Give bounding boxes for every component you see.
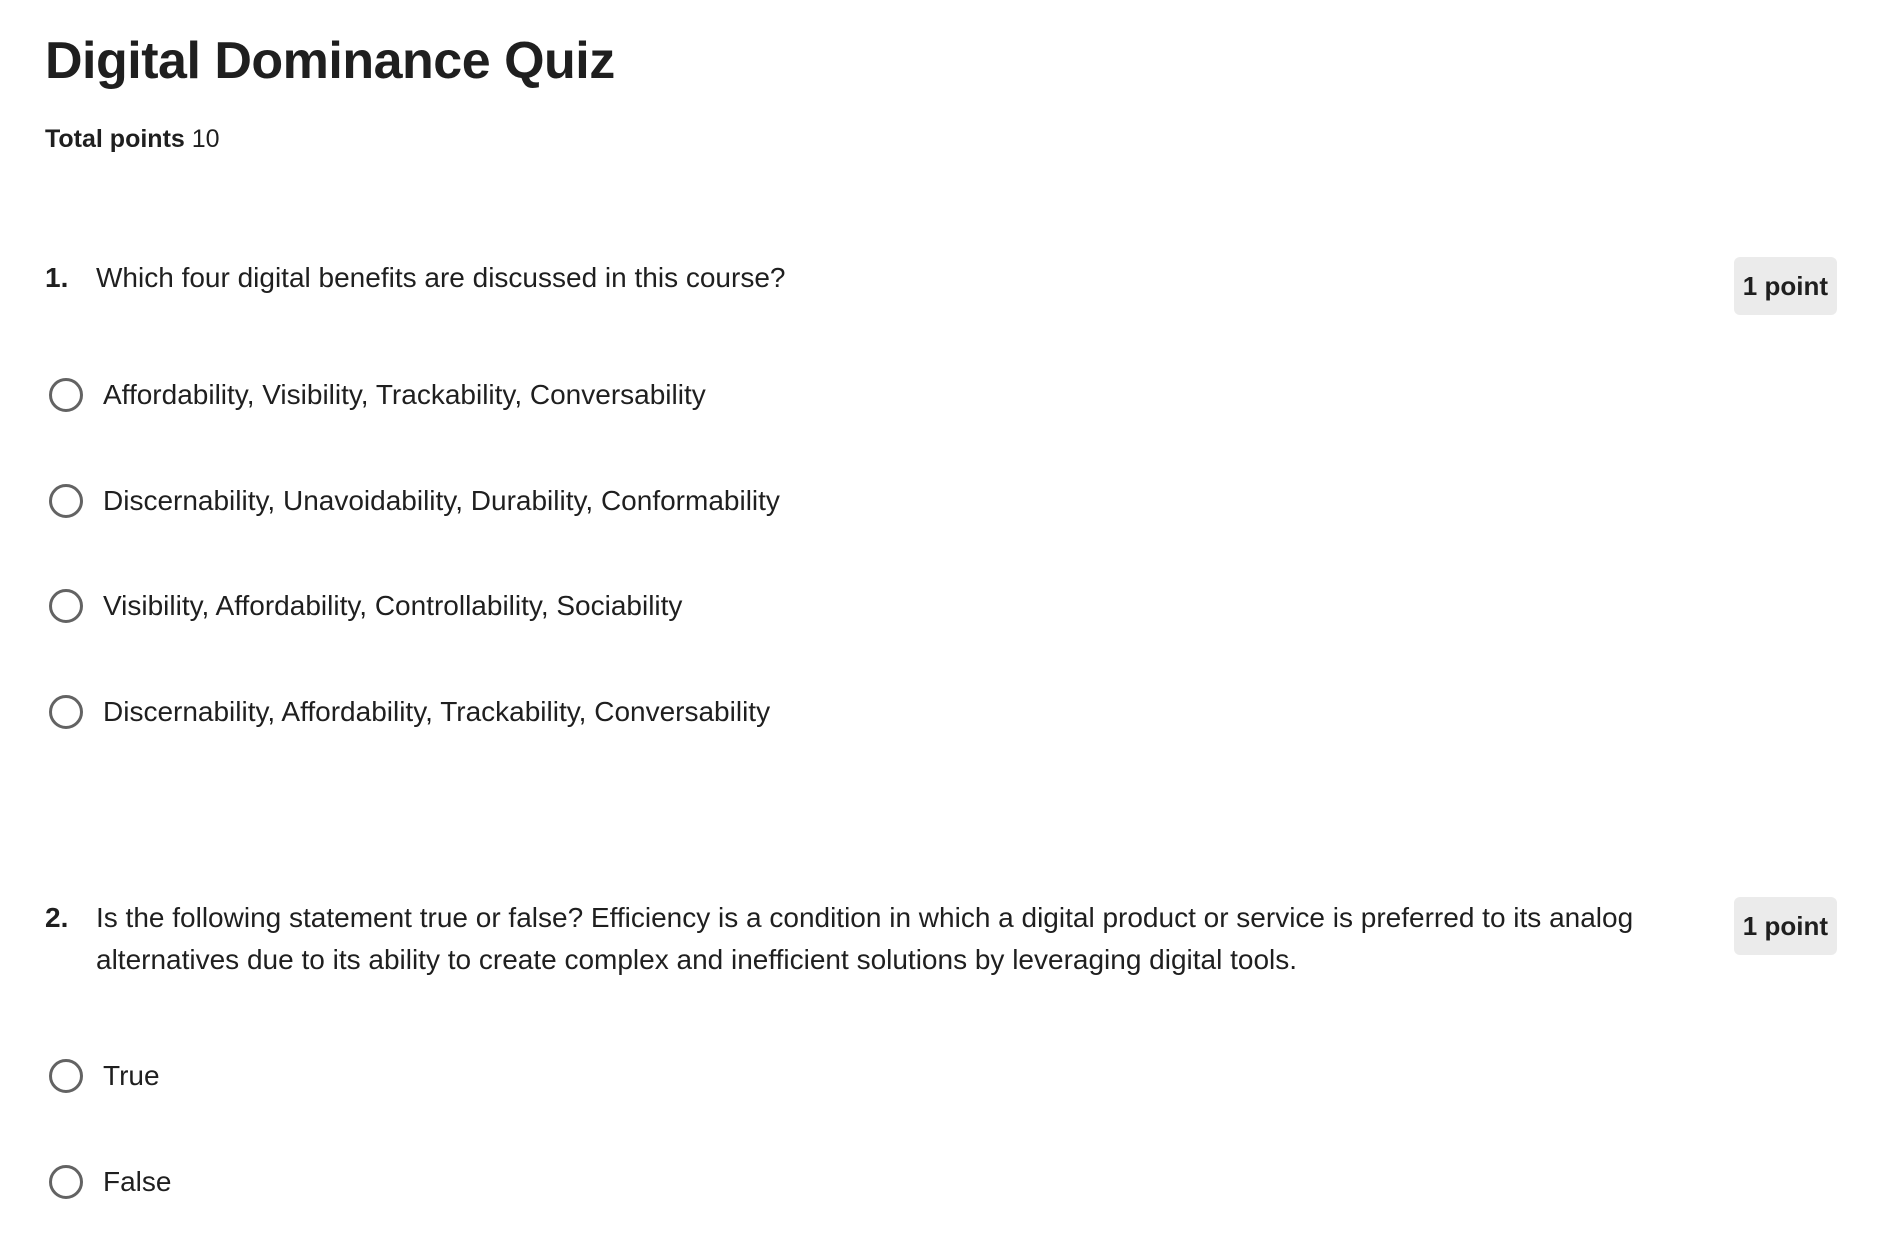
- answer-option[interactable]: [49, 1054, 160, 1098]
- radio-button-icon[interactable]: [49, 589, 83, 623]
- answer-option[interactable]: [49, 690, 770, 734]
- question-text: Which four digital benefits are discussed in this course?: [96, 262, 786, 293]
- radio-button-icon[interactable]: [49, 1059, 83, 1093]
- question-text: Is the following statement true or false? Efficiency is a condition in which a digital product or service is preferred to its analog alternatives due to its ability to create complex and inefficient solutions by leveraging digital tools.: [96, 902, 1634, 975]
- answer-option-label[interactable]: Visibility, Affordability, Controllability, Sociability: [103, 590, 683, 621]
- answer-option[interactable]: [49, 1160, 171, 1204]
- answer-option-label[interactable]: False: [103, 1166, 172, 1197]
- points-badge: 1 point: [1734, 897, 1837, 955]
- answer-option[interactable]: [49, 584, 682, 628]
- total-points-value: 10: [191, 125, 220, 153]
- answer-option[interactable]: [49, 373, 706, 417]
- question-number: 2.: [45, 902, 69, 933]
- points-badge: 1 point: [1734, 257, 1837, 315]
- answer-option-label[interactable]: Discernability, Unavoidability, Durability, Conformability: [103, 485, 780, 516]
- answer-option[interactable]: [49, 479, 780, 523]
- answer-option-label[interactable]: Affordability, Visibility, Trackability, Conversability: [103, 379, 706, 410]
- radio-button-icon[interactable]: [49, 1165, 83, 1199]
- radio-button-icon[interactable]: [49, 484, 83, 518]
- radio-button-icon[interactable]: [49, 378, 83, 412]
- answer-option-label[interactable]: True: [103, 1060, 160, 1091]
- answer-option-label[interactable]: Discernability, Affordability, Trackability, Conversability: [103, 696, 771, 727]
- question-number: 1.: [45, 262, 69, 293]
- quiz-title: Digital Dominance Quiz: [45, 32, 615, 90]
- total-points-label: Total points: [45, 125, 185, 153]
- radio-button-icon[interactable]: [49, 695, 83, 729]
- total-points: [45, 123, 220, 155]
